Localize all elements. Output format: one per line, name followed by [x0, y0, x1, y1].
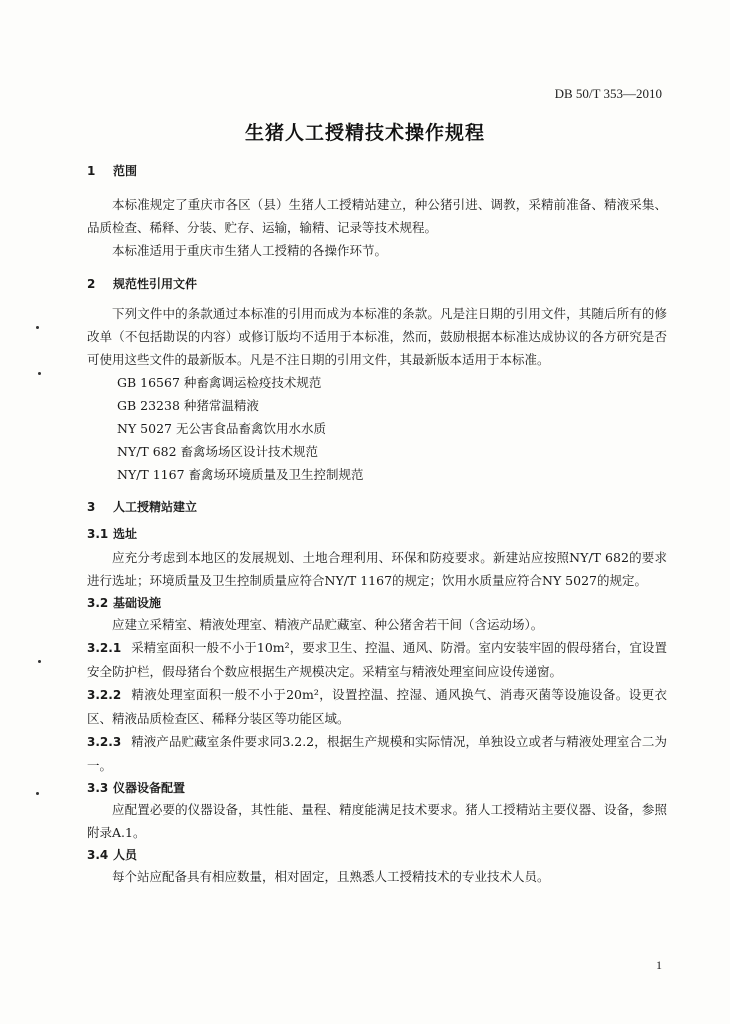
- paragraph: 下列文件中的条款通过本标准的引用而成为本标准的条款。凡是注日期的引用文件，其随后所有的修改单（不包括勘误的内容）或修订版均不适用于本标准，然而，鼓励根据本标准达成协议的各方研究是否可使用这些文件的最新版本。凡是不注日期的引用文件，其最新版本适用于本标准。: [87, 306, 667, 367]
- document-body: [87, 162, 667, 888]
- paragraph: 应配置必要的仪器设备，其性能、量程、精度能满足技术要求。猪人工授精站主要仪器、设备，参照附录A.1。: [87, 802, 667, 840]
- section-title: 人工授精站建立: [113, 500, 198, 514]
- clause-number: 3.2.2: [87, 688, 122, 702]
- subsection-number: 3.4: [87, 848, 109, 862]
- subsection-3-4-heading: [87, 846, 667, 863]
- subsection-title: 仪器设备配置: [113, 781, 186, 795]
- subsection-title: 选址: [113, 527, 138, 541]
- reference-item: NY/T 682 畜禽场场区设计技术规范: [117, 444, 319, 459]
- clause-3-2-3: [87, 730, 667, 777]
- reference-item: GB 23238 种猪常温精液: [117, 398, 259, 413]
- paragraph: 本标准规定了重庆市各区（县）生猪人工授精站建立，种公猪引进、调教，采精前准备、精液采集、品质检查、稀释、分装、贮存、运输，输精、记录等技术规程。: [87, 197, 667, 235]
- clause-text: 精液产品贮藏室条件要求同3.2.2，根据生产规模和实际情况，单独设立或者与精液处理室合二为一。: [87, 734, 667, 773]
- clause-number: 3.2.1: [87, 641, 122, 655]
- paragraph: 本标准适用于重庆市生猪人工授精的各操作环节。: [112, 243, 388, 258]
- scan-speck: [38, 372, 41, 375]
- subsection-number: 3.1: [87, 527, 109, 541]
- scan-speck: [36, 792, 39, 795]
- section-3-heading: [87, 498, 667, 515]
- section-title: 范围: [113, 164, 138, 178]
- subsection-number: 3.2: [87, 596, 109, 610]
- section-number: 1: [87, 164, 96, 178]
- section-2-heading: [87, 275, 667, 292]
- scan-speck: [36, 326, 39, 329]
- standard-code: DB 50/T 353—2010: [554, 86, 662, 101]
- subsection-number: 3.3: [87, 781, 109, 795]
- paragraph: 应建立采精室、精液处理室、精液产品贮藏室、种公猪舍若干间（含运动场）。: [112, 617, 544, 632]
- page-number: 1: [656, 958, 662, 972]
- subsection-title: 人员: [113, 848, 138, 862]
- reference-item: NY 5027 无公害食品畜禽饮用水水质: [117, 421, 326, 436]
- reference-item: GB 16567 种畜禽调运检疫技术规范: [117, 375, 322, 390]
- scan-speck: [38, 660, 41, 663]
- reference-item: NY/T 1167 畜禽场环境质量及卫生控制规范: [117, 467, 364, 482]
- paragraph: 每个站应配备具有相应数量，相对固定，且熟悉人工授精技术的专业技术人员。: [112, 869, 550, 884]
- section-number: 2: [87, 277, 96, 291]
- section-number: 3: [87, 500, 96, 514]
- subsection-title: 基础设施: [113, 596, 162, 610]
- subsection-3-2-heading: [87, 594, 667, 611]
- clause-text: 采精室面积一般不小于10m²，要求卫生、控温、通风、防滑。室内安装牢固的假母猪台，宜设置安全防护栏，假母猪台个数应根据生产规模决定。采精室与精液处理室间应设传递窗。: [87, 640, 667, 679]
- paragraph: 应充分考虑到本地区的发展规划、土地合理利用、环保和防疫要求。新建站应按照NY/T 682的要求进行选址；环境质量及卫生控制质量应符合NY/T 1167的规定；饮用水质量应符合NY 5027的规定。: [87, 550, 667, 588]
- clause-3-2-2: [87, 683, 667, 730]
- clause-text: 精液处理室面积一般不小于20m²，设置控温、控湿、通风换气、消毒灭菌等设施设备。设更衣区、精液品质检查区、稀释分装区等功能区域。: [87, 687, 667, 726]
- subsection-3-3-heading: [87, 779, 667, 796]
- clause-3-2-1: [87, 636, 667, 683]
- clause-number: 3.2.3: [87, 735, 122, 749]
- subsection-3-1-heading: [87, 525, 667, 542]
- section-title: 规范性引用文件: [113, 277, 198, 291]
- section-1-heading: [87, 162, 667, 179]
- document-title: 生猪人工授精技术操作规程: [244, 122, 485, 144]
